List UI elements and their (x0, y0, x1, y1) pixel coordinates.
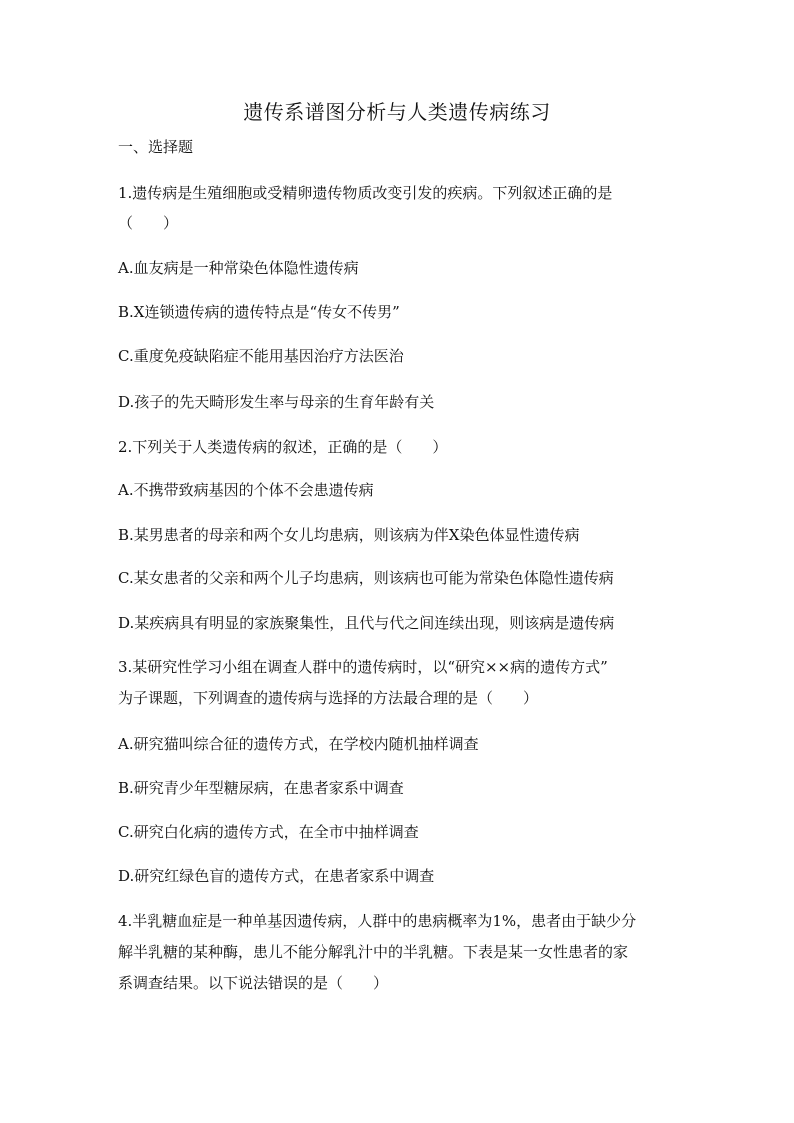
question-1-option-d: D.孩子的先天畸形发生率与母亲的生育年龄有关 (118, 393, 435, 411)
section-heading: 一、选择题 (118, 138, 194, 156)
question-2-option-c: C.某女患者的父亲和两个儿子均患病，则该病也可能为常染色体隐性遗传病 (118, 569, 614, 587)
question-2-option-b: B.某男患者的母亲和两个女儿均患病，则该病为伴X染色体显性遗传病 (118, 526, 580, 544)
question-3-stem-line-2: 为子课题，下列调查的遗传病与选择的方法最合理的是（ ） (118, 689, 539, 707)
question-3-option-d: D.研究红绿色盲的遗传方式，在患者家系中调查 (118, 867, 435, 885)
question-3-option-b: B.研究青少年型糖尿病，在患者家系中调查 (118, 779, 404, 797)
question-3-option-a: A.研究猫叫综合征的遗传方式，在学校内随机抽样调查 (118, 735, 479, 753)
question-3-option-c: C.研究白化病的遗传方式，在全市中抽样调查 (118, 823, 419, 841)
question-1-option-c: C.重度免疫缺陷症不能用基因治疗方法医治 (118, 347, 404, 365)
document-title: 遗传系谱图分析与人类遗传病练习 (243, 100, 551, 124)
question-2-stem-line-1: 2.下列关于人类遗传病的叙述，正确的是（ ） (118, 438, 448, 456)
question-1-stem-line-2: （ ） (118, 214, 179, 232)
question-2-option-d: D.某疾病具有明显的家族聚集性，且代与代之间连续出现，则该病是遗传病 (118, 614, 615, 632)
question-1-stem-line-1: 1.遗传病是生殖细胞或受精卵遗传物质改变引发的疾病。下列叙述正确的是 (118, 184, 613, 202)
question-4-stem-line-2: 解半乳糖的某种酶，患儿不能分解乳汁中的半乳糖。下表是某一女性患者的家 (118, 943, 629, 961)
question-4-stem-line-3: 系调查结果。以下说法错误的是（ ） (118, 974, 389, 992)
question-1-option-a: A.血友病是一种常染色体隐性遗传病 (118, 259, 359, 277)
question-3-stem-line-1: 3.某研究性学习小组在调查人群中的遗传病时，以“研究××病的遗传方式” (118, 658, 608, 676)
question-2-option-a: A.不携带致病基因的个体不会患遗传病 (118, 481, 374, 499)
question-4-stem-line-1: 4.半乳糖血症是一种单基因遗传病，人群中的患病概率为1%，患者由于缺少分 (118, 912, 637, 930)
question-1-option-b: B.X连锁遗传病的遗传特点是“传女不传男” (118, 303, 400, 321)
